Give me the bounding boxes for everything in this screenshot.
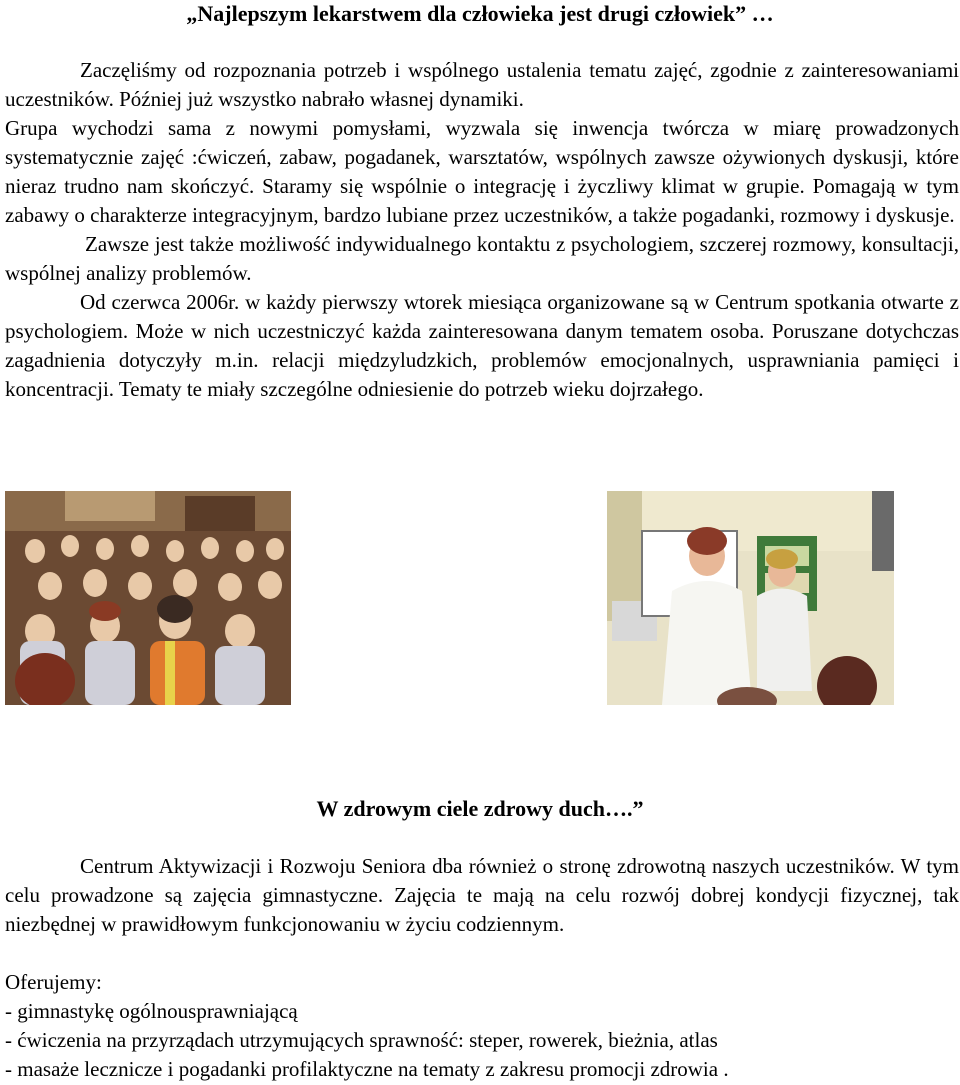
offer-label: Oferujemy: xyxy=(5,970,102,994)
paragraph-4: Od czerwca 2006r. w każdy pierwszy wtorek miesiąca organizowane są w Centrum spotkania otwarte z psychologiem. Może w nich uczestniczyć każda zainteresowana danym tematem osoba. Poruszane dotychczas zagadnienia dotyczyły m.in. relacji międzyludzkich, problemów emocjonalnych, usprawniania pamięci i koncentracji. Tematy te miały szczególne odniesienie do potrzeb wieku dojrzałego. xyxy=(5,290,959,401)
audience-photo xyxy=(5,491,291,705)
list-item: - masaże lecznicze i pogadanki profilaktyczne na tematy z zakresu promocji zdrowia . xyxy=(5,1057,729,1081)
offer-list xyxy=(5,997,959,1084)
list-item: - ćwiczenia na przyrządach utrzymujących sprawność: steper, rowerek, bieżnia, atlas xyxy=(5,1028,718,1052)
paragraph-1: Zaczęliśmy od rozpoznania potrzeb i wspólnego ustalenia tematu zajęć, zgodnie z zainteresowaniami uczestników. Później już wszystko nabrało własnej dynamiki. xyxy=(5,58,959,111)
section-title-1: „Najlepszym lekarstwem dla człowieka jest drugi człowiek” … xyxy=(186,1,774,26)
list-item: - gimnastykę ogólnousprawniającą xyxy=(5,999,298,1023)
paragraph-2: Grupa wychodzi sama z nowymi pomysłami, wyzwala się inwencja twórcza w miarę prowadzonych systematycznie zajęć :ćwiczeń, zabaw, pogadanek, warsztatów, wspólnych zawsze ożywionych dyskusji, które nieraz trudno nam skończyć. Staramy się wspólnie o integrację i życzliwy klimat w grupie. Pomagają w tym zabawy o charakterze integracyjnym, bardzo lubiane przez uczestników, a także pogadanki, rozmowy i dyskusje. xyxy=(5,116,959,227)
section-body-2 xyxy=(5,852,959,939)
paragraph-3: Zawsze jest także możliwość indywidualnego kontaktu z psychologiem, szczerej rozmowy, konsultacji, wspólnej analizy problemów. xyxy=(5,232,959,285)
section-title-2: W zdrowym ciele zdrowy duch….” xyxy=(316,796,644,821)
presenter-photo xyxy=(607,491,894,705)
section-body-1 xyxy=(5,56,959,404)
paragraph-5: Centrum Aktywizacji i Rozwoju Seniora dba również o stronę zdrowotną naszych uczestników. W tym celu prowadzone są zajęcia gimnastyczne. Zajęcia te mają na celu rozwój dobrej kondycji fizycznej, tak niezbędnej w prawidłowym funkcjonowaniu w życiu codziennym. xyxy=(5,854,959,936)
